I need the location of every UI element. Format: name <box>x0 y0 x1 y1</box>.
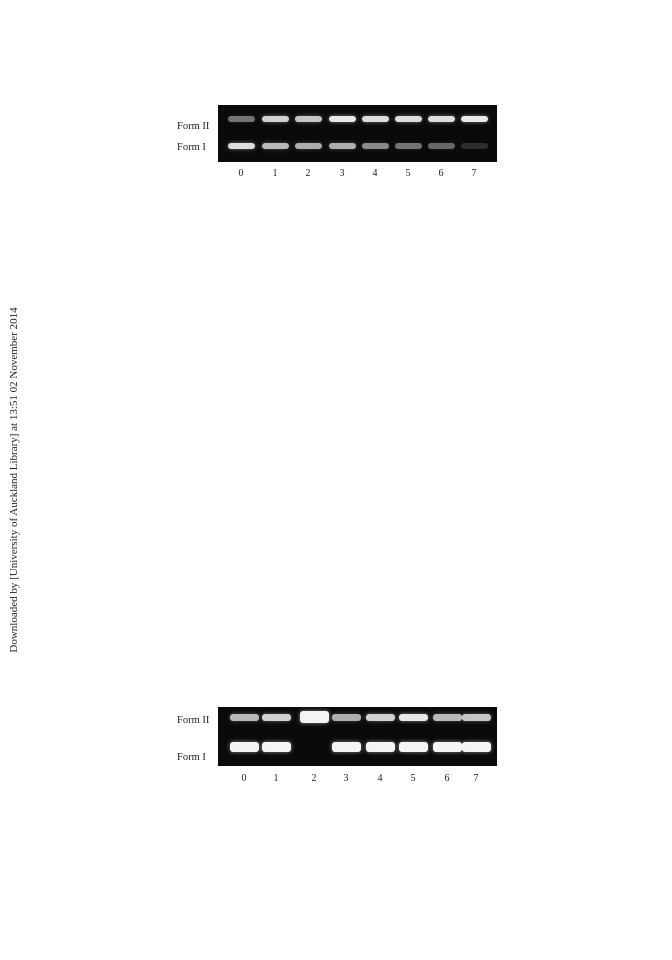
lane-label-1: 1 <box>272 168 278 179</box>
form-ii-label: Form II <box>177 121 210 132</box>
lane-label-3: 3 <box>343 773 349 784</box>
form-i-band-lane-1 <box>262 143 289 149</box>
form-i-band-lane-6 <box>433 742 462 752</box>
form-i-label: Form I <box>177 752 206 763</box>
form-i-band-lane-4 <box>362 143 389 149</box>
form-ii-band-lane-3 <box>329 116 356 122</box>
form-ii-band-lane-0 <box>228 116 255 122</box>
form-i-band-lane-4 <box>366 742 395 752</box>
lane-label-0: 0 <box>238 168 244 179</box>
gel-image <box>218 707 497 766</box>
form-ii-band-lane-5 <box>399 714 428 721</box>
form-ii-band-lane-4 <box>366 714 395 721</box>
gel-image <box>218 105 497 162</box>
form-ii-band-lane-1 <box>262 116 289 122</box>
lane-label-3: 3 <box>339 168 345 179</box>
form-i-band-lane-7 <box>462 742 491 752</box>
form-ii-band-lane-7 <box>462 714 491 721</box>
lane-label-4: 4 <box>377 773 383 784</box>
lane-label-4: 4 <box>372 168 378 179</box>
form-i-band-lane-7 <box>461 143 488 149</box>
form-i-band-lane-5 <box>399 742 428 752</box>
lane-label-2: 2 <box>305 168 311 179</box>
form-i-band-lane-3 <box>329 143 356 149</box>
form-ii-band-lane-3 <box>332 714 361 721</box>
form-i-band-lane-0 <box>230 742 259 752</box>
form-i-band-lane-6 <box>428 143 455 149</box>
form-ii-band-lane-2 <box>295 116 322 122</box>
form-i-band-lane-2 <box>295 143 322 149</box>
form-ii-band-lane-5 <box>395 116 422 122</box>
form-i-band-lane-1 <box>262 742 291 752</box>
form-i-band-lane-3 <box>332 742 361 752</box>
lane-label-7: 7 <box>471 168 477 179</box>
form-ii-band-lane-0 <box>230 714 259 721</box>
form-ii-band-lane-7 <box>461 116 488 122</box>
form-i-label: Form I <box>177 142 206 153</box>
lane-label-5: 5 <box>405 168 411 179</box>
form-ii-band-lane-4 <box>362 116 389 122</box>
form-ii-label: Form II <box>177 715 210 726</box>
lane-label-0: 0 <box>241 773 247 784</box>
form-ii-band-lane-1 <box>262 714 291 721</box>
form-ii-band-lane-2 <box>300 711 329 723</box>
form-i-band-lane-5 <box>395 143 422 149</box>
form-i-band-lane-0 <box>228 143 255 149</box>
form-ii-band-lane-6 <box>433 714 462 721</box>
lane-label-6: 6 <box>444 773 450 784</box>
lane-label-6: 6 <box>438 168 444 179</box>
download-watermark: Downloaded by [University of Auckland Library] at 13:51 02 November 2014 <box>8 307 20 653</box>
form-ii-band-lane-6 <box>428 116 455 122</box>
lane-label-7: 7 <box>473 773 479 784</box>
lane-label-1: 1 <box>273 773 279 784</box>
lane-label-5: 5 <box>410 773 416 784</box>
lane-label-2: 2 <box>311 773 317 784</box>
